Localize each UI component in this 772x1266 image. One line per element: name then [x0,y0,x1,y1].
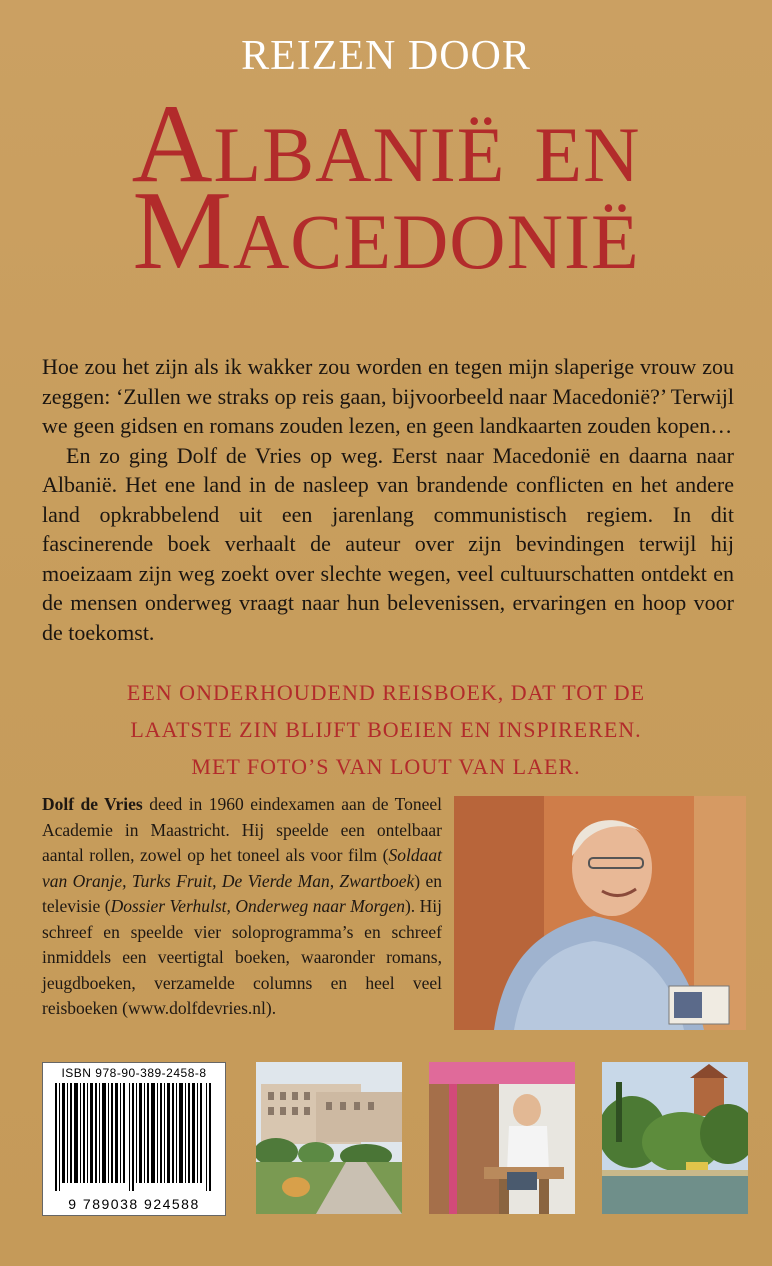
book-title-line-1: Albanië en [131,82,641,206]
author-bio [42,792,442,1022]
photo-boy-on-bench [429,1062,575,1214]
author-photo [454,796,746,1030]
bio-text-3: ). Hij schreef en speelde vier soloprogramma’s en schreef inmiddels een veertigtal boeken, waaronder romans, jeugdboeken, verzamelde columns en heel veel reisboeken (www.dolfdevries.nl). [42,896,442,1018]
blurb-paragraph-1: Hoe zou het zijn als ik wakker zou worden en tegen mijn slaperige vrouw zou zeggen: ‘Zullen we straks op reis gaan, bijvoorbeeld naar Macedonië?’ Terwijl we geen gidsen en romans zouden lezen, en geen landkaarten zouden kopen… [42,354,734,438]
photo-church-by-lake [602,1062,748,1214]
series-title: REIZEN DOOR [241,33,531,79]
barcode [42,1062,226,1216]
bio-text-2: ) en televisie ( [42,870,442,916]
isbn-label: ISBN 978-90-389-2458-8 [61,1066,207,1080]
tagline-line-3: MET FOTO’S VAN LOUT VAN LAER. [191,754,581,779]
bio-tv: Dossier Verhulst, Onderweg naar Morgen [110,896,405,916]
author-name: Dolf de Vries [42,794,143,814]
bio-text-1: deed in 1960 eindexamen aan de Toneel Academie in Maastricht. Hij speelde een ontelbaar aantal rollen, zowel op het toneel als voor film ( [42,794,442,865]
blurb-paragraph-2: En zo ging Dolf de Vries op weg. Eerst naar Macedonië en daarna naar Albanië. Het ene land in de nasleep van brandende conflicten en het andere land opkrabbelend uit een jarenlang communistisch regiem. In dit fascinerende boek verhaalt de auteur over zijn bevindingen terwijl hij moeizaam zijn weg zoekt over slechte wegen, veel cultuurschatten ontdekt en de mensen onderweg vraagt naar hun belevenissen, ervaringen en hoop voor de toekomst. [42,442,734,645]
barcode-number: 9 789038 924588 [68,1196,200,1212]
photo-city-street [256,1062,402,1214]
author-bio-text [42,792,442,1022]
tagline-line-2: LAATSTE ZIN BLIJFT BOEIEN EN INSPIREREN. [130,717,642,742]
book-title-line-2: Macedonië [132,169,640,293]
barcode-bars [51,1083,217,1191]
blurb [42,352,734,647]
tagline-line-1: EEN ONDERHOUDEND REISBOEK, DAT TOT DE [126,680,646,705]
bio-films: Soldaat van Oranje, Turks Fruit, De Vierde Man, Zwartboek [42,845,442,891]
